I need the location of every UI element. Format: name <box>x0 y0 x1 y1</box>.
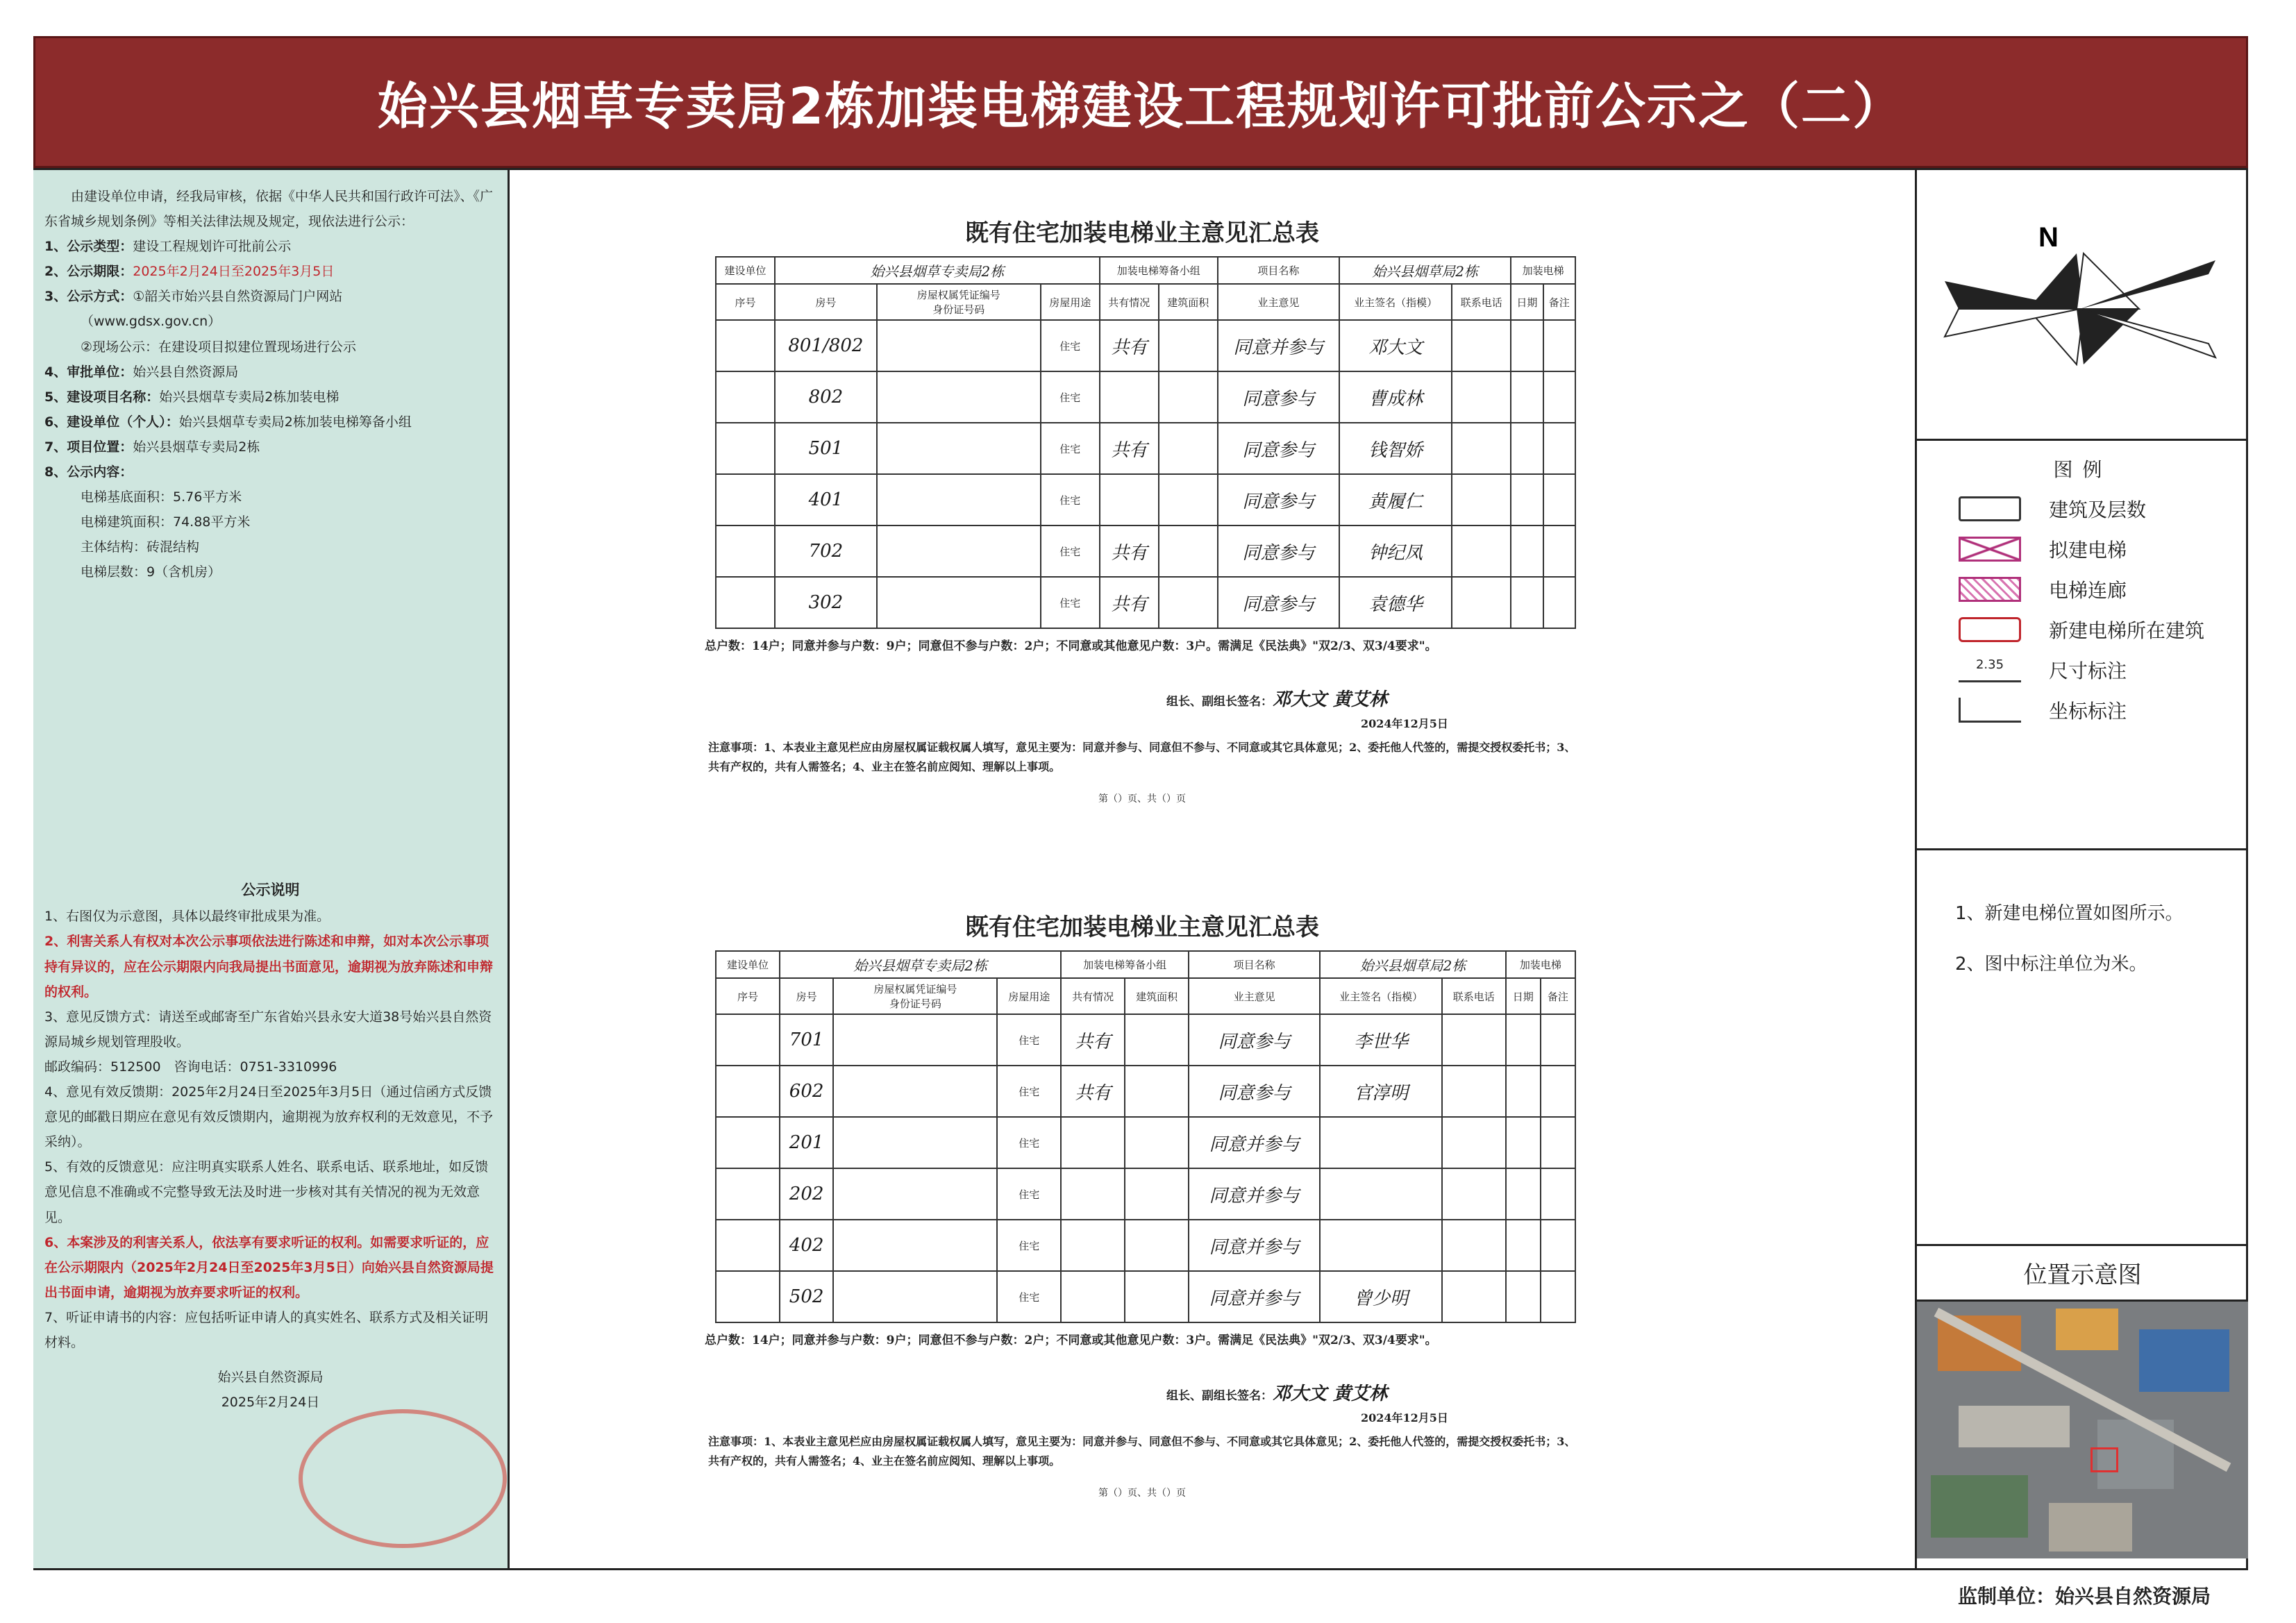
right-panel <box>1915 170 2246 1568</box>
signer: 始兴县自然资源局 <box>217 1370 324 1386</box>
intro-text: 由建设单位申请，经我局审核，依据《中华人民共和国行政许可法》、《广东省城乡规划条例》等相关法律法规及规定，现依法进行公示： <box>44 189 494 230</box>
item-3-url: （www.gdsx.gov.cn） <box>81 314 221 330</box>
item-1: 1、公示类型：建设工程规划许可批前公示 <box>44 239 292 255</box>
item-3: 3、公示方式：①韶关市始兴县自然资源局门户网站 <box>44 289 343 305</box>
content-floor-area: 电梯建筑面积：74.88平方米 <box>81 514 251 530</box>
summary: 总户数：14户；同意并参与户数：9户；同意但不参与户数：2户；不同意或其他意见户数：3户。需满足《民法典》"双2/3、双3/4要求"。 <box>705 1334 1437 1347</box>
col-opinion: 业主意见 <box>1189 978 1320 1014</box>
form-title: 既有住宅加装电梯业主意见汇总表 <box>965 914 1319 941</box>
table-row: 602 住宅 共有 同意参与 官淳明 <box>716 1066 1575 1117</box>
col-room: 房号 <box>780 978 833 1014</box>
col-cert: 房屋权属凭证编号 身份证号码 <box>833 978 997 1014</box>
page-count: 第（）页、共（）页 <box>1098 793 1186 805</box>
notice-postcode: 邮政编码：512500 咨询电话：0751-3310996 <box>44 1059 337 1075</box>
item-7: 7、项目位置：始兴县烟草专卖局2栋 <box>44 439 260 455</box>
col-remark: 备注 <box>1543 284 1575 320</box>
notice-7: 7、听证申请书的内容：应包括听证申请人的真实姓名、联系方式及相关证明材料。 <box>44 1309 489 1350</box>
legend-item-dimension: 2.35 尺寸标注 <box>1959 656 2248 684</box>
item-2: 2、公示期限：2025年2月24日至2025年3月5日 <box>44 264 335 280</box>
header-elevator: 加装电梯 <box>1506 951 1575 978</box>
col-no: 序号 <box>716 978 780 1014</box>
col-usage: 房屋用途 <box>1041 284 1100 320</box>
col-room: 房号 <box>775 284 877 320</box>
footer-producer: 监制单位：始兴县自然资源局 <box>1958 1585 2211 1608</box>
opinion-form-2 <box>639 902 1645 1548</box>
legend-title: 图例 <box>2053 458 2112 481</box>
table-row: 701 住宅 共有 同意参与 李世华 <box>716 1014 1575 1066</box>
item-5: 5、建设项目名称：始兴县烟草专卖局2栋加装电梯 <box>44 389 340 405</box>
sign-date: 2024年12月5日 <box>1361 716 1448 730</box>
note-1: 1、新建电梯位置如图所示。 <box>1955 903 2184 924</box>
page-title: 始兴县烟草专卖局2栋加装电梯建设工程规划许可批前公示之（二） <box>377 77 1904 135</box>
col-sign: 业主签名（指模） <box>1339 284 1452 320</box>
table-row: 802 住宅 同意参与 曹成林 <box>716 371 1575 423</box>
notice-6: 6、本案涉及的利害关系人，依法享有要求听证的权利。如需要求听证的，应在公示期限内（2025年2月24日至2025年3月5日）向始兴县自然资源局提出书面申请，逾期视为放弃要求听证的权利。 <box>44 1234 494 1300</box>
col-sign: 业主签名（指模） <box>1320 978 1441 1014</box>
header-project: 项目名称 <box>1218 257 1339 284</box>
notice-title: 公示说明 <box>241 881 300 898</box>
table-row: 801/802 住宅 共有 同意并参与 邓大文 <box>716 320 1575 371</box>
notice-3: 3、意见反馈方式：请送至或邮寄至广东省始兴县永安大道38号始兴县自然资源局城乡规划管理股收。 <box>44 1009 492 1050</box>
header-elevator: 加装电梯 <box>1511 257 1575 284</box>
col-area: 建筑面积 <box>1159 284 1218 320</box>
item-6: 6、建设单位（个人）：始兴县烟草专卖局2栋加装电梯筹备小组 <box>44 414 412 430</box>
official-seal <box>299 1409 507 1548</box>
legend-section <box>1917 441 2248 850</box>
sign-date: 2024年12月5日 <box>1361 1411 1448 1424</box>
col-date: 日期 <box>1511 284 1543 320</box>
table-row: 702 住宅 共有 同意参与 钟纪凤 <box>716 525 1575 577</box>
notice-panel <box>33 170 510 1568</box>
form-note: 注意事项：1、本表业主意见栏应由房屋权属证载权属人填写，意见主要为：同意并参与、同意但不参与、不同意或其它具体意见；2、委托他人代签的，需提交授权委托书；3、共有产权的，共有人需签名；4、业主在签名前应阅知、理解以上事项。 <box>708 1434 1576 1468</box>
content-floors: 电梯层数：9（含机房） <box>81 564 221 580</box>
col-phone: 联系电话 <box>1442 978 1506 1014</box>
col-usage: 房屋用途 <box>997 978 1061 1014</box>
legend-item-coordinate: 坐标标注 <box>1959 696 2248 724</box>
table-row: 202 住宅 同意并参与 <box>716 1168 1575 1220</box>
col-no: 序号 <box>716 284 775 320</box>
content-structure: 主体结构：砖混结构 <box>81 539 200 555</box>
form-title: 既有住宅加装电梯业主意见汇总表 <box>965 219 1319 247</box>
legend-item-elevator: 拟建电梯 <box>1959 535 2248 563</box>
summary: 总户数：14户；同意并参与户数：9户；同意但不参与户数：2户；不同意或其他意见户数：3户。需满足《民法典》"双2/3、双3/4要求"。 <box>705 639 1437 653</box>
north-arrow-icon <box>1917 170 2248 441</box>
table-row: 402 住宅 同意并参与 <box>716 1220 1575 1271</box>
project-value: 始兴县烟草局2栋 <box>1320 951 1505 978</box>
table-row: 201 住宅 同意并参与 <box>716 1117 1575 1168</box>
title-banner <box>33 36 2248 168</box>
notice-1: 1、右图仅为示意图，具体以最终审批成果为准。 <box>44 909 330 925</box>
header-unit: 建设单位 <box>716 951 780 978</box>
project-value: 始兴县烟草局2栋 <box>1339 257 1511 284</box>
table-row: 501 住宅 共有 同意参与 钱智娇 <box>716 423 1575 474</box>
header-project: 项目名称 <box>1189 951 1320 978</box>
opinion-table <box>715 256 1576 629</box>
location-title: 位置示意图 <box>1917 1246 2248 1302</box>
header-unit: 建设单位 <box>716 257 775 284</box>
table-row: 401 住宅 同意参与 黄履仁 <box>716 474 1575 525</box>
col-phone: 联系电话 <box>1452 284 1511 320</box>
table-row: 302 住宅 共有 同意参与 袁德华 <box>716 577 1575 628</box>
legend-item-target-building: 新建电梯所在建筑 <box>1959 616 2248 644</box>
col-remark: 备注 <box>1541 978 1575 1014</box>
leader-sign: 组长、副组长签名：邓大文 黄艾林 <box>1166 689 1388 710</box>
notice-5: 5、有效的反馈意见：应注明真实联系人姓名、联系电话、联系地址，如反馈意见信息不准确或不完整导致无法及时进一步核对其有关情况的视为无效意见。 <box>44 1159 489 1225</box>
notes-section <box>1917 850 2248 1246</box>
unit-value: 始兴县烟草专卖局2栋 <box>780 951 1061 978</box>
sign-date: 2025年2月24日 <box>221 1395 320 1411</box>
content-base-area: 电梯基底面积：5.76平方米 <box>81 489 242 505</box>
header-committee: 加装电梯筹备小组 <box>1100 257 1218 284</box>
opinion-table <box>715 950 1576 1323</box>
item-8: 8、公示内容： <box>44 464 133 480</box>
note-2: 2、图中标注单位为米。 <box>1955 953 2147 975</box>
svg-text:N: N <box>2038 222 2059 253</box>
col-opinion: 业主意见 <box>1218 284 1339 320</box>
col-area: 建筑面积 <box>1125 978 1189 1014</box>
legend-item-corridor: 电梯连廊 <box>1959 575 2248 603</box>
form-note: 注意事项：1、本表业主意见栏应由房屋权属证载权属人填写，意见主要为：同意并参与、同意但不参与、不同意或其它具体意见；2、委托他人代签的，需提交授权委托书；3、共有产权的，共有人需签名；4、业主在签名前应阅知、理解以上事项。 <box>708 740 1576 774</box>
item-4: 4、审批单位：始兴县自然资源局 <box>44 364 239 380</box>
notice-4: 4、意见有效反馈期：2025年2月24日至2025年3月5日（通过信函方式反馈意见的邮戳日期应在意见有效反馈期内，逾期视为放弃权利的无效意见，不予采纳）。 <box>44 1084 494 1150</box>
col-own: 共有情况 <box>1061 978 1125 1014</box>
notice-2: 2、利害关系人有权对本次公示事项依法进行陈述和申辩，如对本次公示事项持有异议的，应在公示期限内向我局提出书面意见，逾期视为放弃陈述和申辩的权利。 <box>44 934 494 1000</box>
table-row: 502 住宅 同意并参与 曾少明 <box>716 1271 1575 1322</box>
col-cert: 房屋权属凭证编号 身份证号码 <box>877 284 1041 320</box>
leader-sign: 组长、副组长签名：邓大文 黄艾林 <box>1166 1383 1388 1404</box>
north-arrow-section <box>1917 170 2248 441</box>
legend-item-building: 建筑及层数 <box>1959 495 2248 523</box>
opinion-form-1 <box>639 208 1645 889</box>
page-count: 第（）页、共（）页 <box>1098 1488 1186 1499</box>
col-date: 日期 <box>1506 978 1541 1014</box>
col-own: 共有情况 <box>1100 284 1159 320</box>
unit-value: 始兴县烟草专卖局2栋 <box>775 257 1100 284</box>
item-3-site: ②现场公示：在建设项目拟建位置现场进行公示 <box>81 339 357 355</box>
header-committee: 加装电梯筹备小组 <box>1061 951 1189 978</box>
aerial-map <box>1917 1302 2248 1558</box>
location-section <box>1917 1246 2248 1568</box>
